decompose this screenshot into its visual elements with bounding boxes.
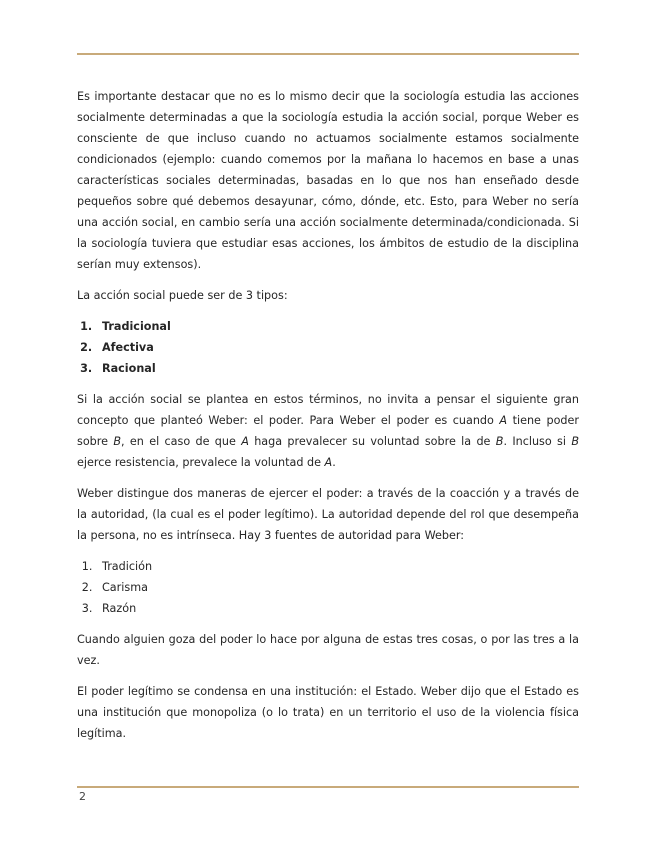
footer-rule: [77, 786, 579, 788]
italic-a: A: [324, 456, 333, 469]
paragraph-autoridad: Weber distingue dos maneras de ejercer el poder: a través de la coacción y a través de la autoridad, (la cual es el poder legítimo). La autoridad depende del rol que desempeña la persona, no es intrínseca. Hay 3 fuentes de autoridad para Weber:: [77, 487, 579, 542]
text-run: tiene poder sobre: [77, 414, 579, 448]
italic-a: A: [499, 414, 508, 427]
text-run: .: [332, 456, 336, 469]
paragraph-acciones: Es importante destacar que no es lo mismo decir que la sociología estudia las acciones socialmente determinadas a que la sociología estudia la acción social, porque Weber es consciente de que incluso cuando no actuamos socialmente estamos socialmente condicionados (ejemplo: cuando comemos por la mañana lo hacemos en base a unas características sociales determinadas, basadas en lo que nos han enseñado desde pequeños sobre qué debemos desayunar, cómo, dónde, etc. Esto, para Weber no sería una acción social, en cambio sería una acción socialmente determinada/condicionada. Si la sociología tuviera que estudiar esas acciones, los ámbitos de estudio de la disciplina serían muy extensos).: [77, 90, 579, 271]
text-run: haga prevalecer su voluntad sobre la de: [248, 435, 496, 448]
list-item: 2. Carisma: [96, 577, 579, 598]
text-run: Si la acción social se plantea en estos términos, no invita a pensar el siguiente gran concepto que planteó Weber: el poder. Para Weber el poder es cuando: [77, 393, 579, 427]
text-run: ejerce resistencia, prevalece la voluntad de: [77, 456, 325, 469]
paragraph-goza-poder: Cuando alguien goza del poder lo hace por alguna de estas tres cosas, o por las tres a la vez.: [77, 633, 579, 667]
list-item: 1. Tradición: [96, 556, 579, 577]
header-rule: [77, 53, 579, 55]
italic-b: B: [571, 435, 579, 448]
list-item: 1. Tradicional: [96, 316, 579, 337]
page-body: [77, 86, 579, 754]
fuentes-list: [77, 556, 579, 619]
italic-a: A: [241, 435, 249, 448]
paragraph-tipos-intro: La acción social puede ser de 3 tipos:: [77, 289, 288, 302]
text-run: , en el caso de que: [121, 435, 242, 448]
italic-b: B: [113, 435, 122, 448]
list-item: 3. Razón: [96, 598, 579, 619]
list-item: 2. Afectiva: [96, 337, 579, 358]
italic-b: B: [495, 435, 504, 448]
text-run: . Incluso si: [503, 435, 572, 448]
paragraph-estado: El poder legítimo se condensa en una institución: el Estado. Weber dijo que el Estado es una institución que monopoliza (o lo trata) en un territorio el uso de la violencia física legítima.: [77, 685, 579, 740]
list-item: 3. Racional: [96, 358, 579, 379]
page-number: 2: [79, 790, 86, 803]
tipos-list: [77, 316, 579, 379]
paragraph-poder: [77, 389, 579, 473]
